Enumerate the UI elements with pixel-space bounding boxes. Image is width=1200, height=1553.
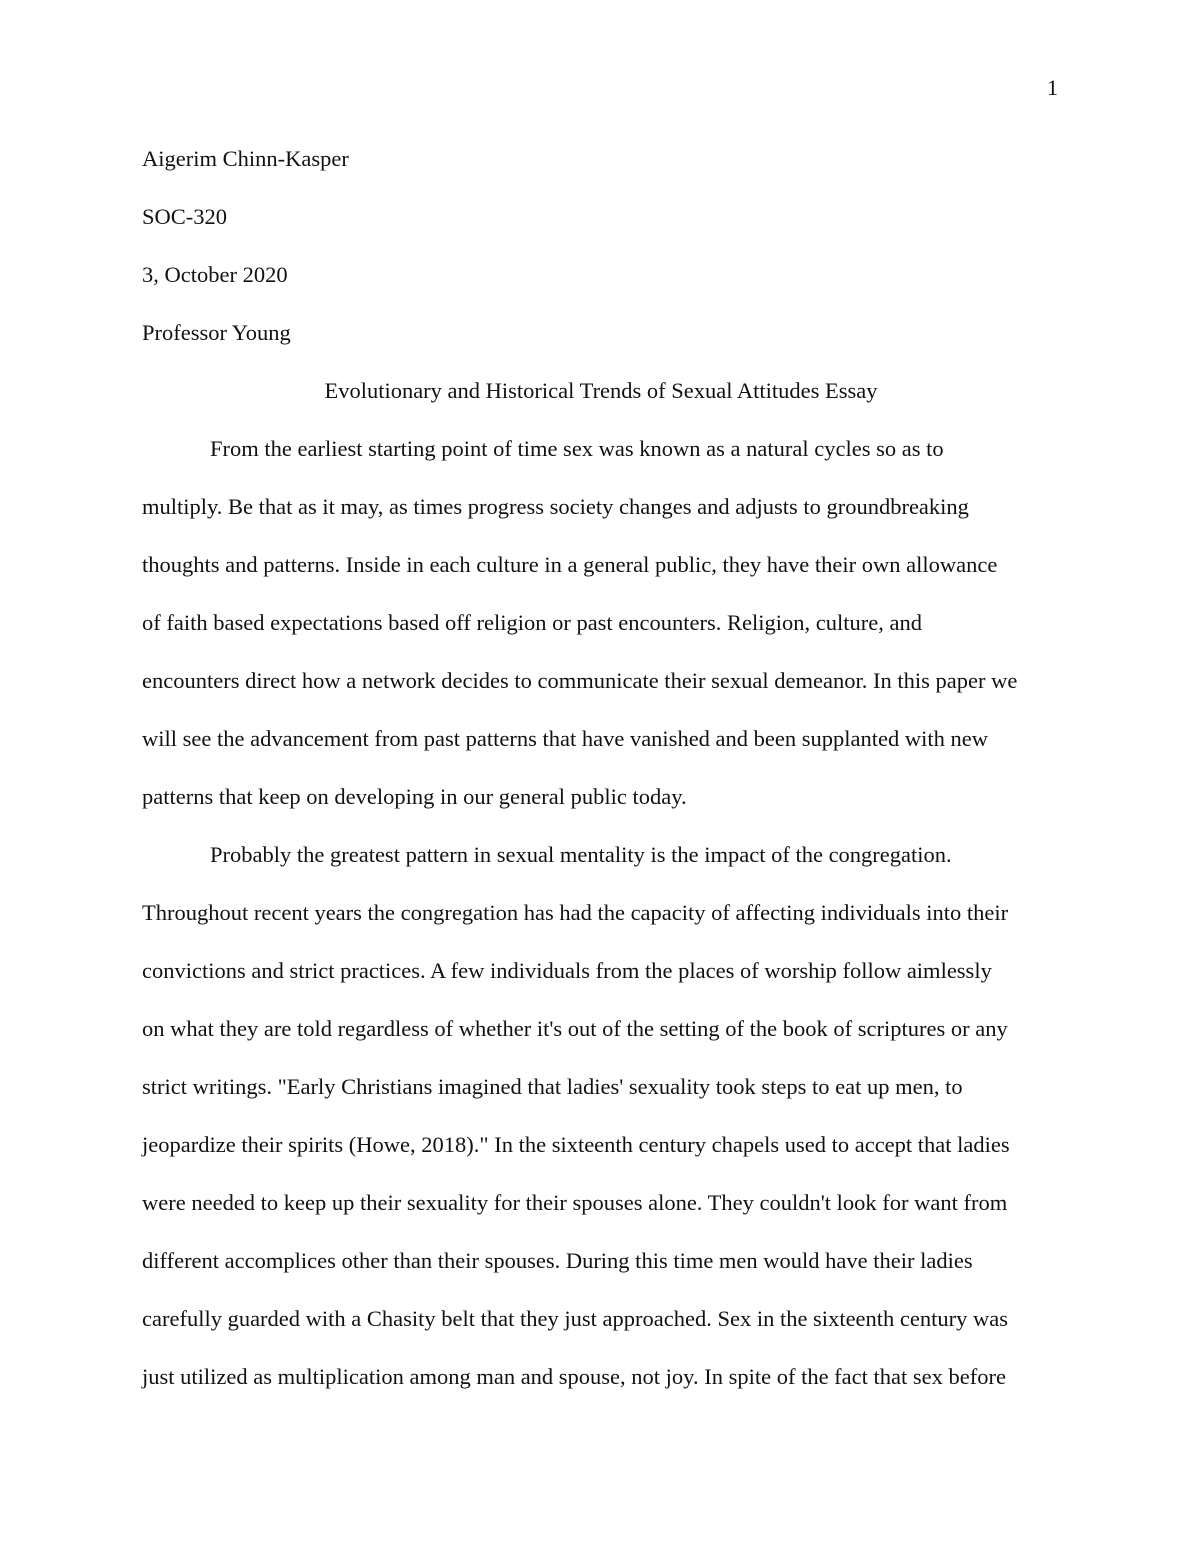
paragraph-2 [142, 836, 1060, 1416]
paragraph-line: patterns that keep on developing in our general public today. [142, 784, 687, 809]
paragraph-line: multiply. Be that as it may, as times progress society changes and adjusts to groundbreaking [142, 494, 969, 519]
paragraph-line: were needed to keep up their sexuality for their spouses alone. They couldn't look for want from [142, 1190, 1008, 1215]
paragraph-1 [142, 430, 1060, 836]
document-body [142, 140, 1060, 1416]
course-code: SOC-320 [142, 204, 228, 229]
paragraph-line: of faith based expectations based off religion or past encounters. Religion, culture, and [142, 610, 922, 635]
paragraph-line: different accomplices other than their spouses. During this time men would have their ladies [142, 1248, 973, 1273]
paragraph-line: thoughts and patterns. Inside in each culture in a general public, they have their own allowance [142, 552, 998, 577]
page-number: 1 [1047, 75, 1058, 100]
paragraph-line: convictions and strict practices. A few individuals from the places of worship follow aimlessly [142, 958, 992, 983]
paragraph-line: encounters direct how a network decides to communicate their sexual demeanor. In this paper we [142, 668, 1018, 693]
professor-name: Professor Young [142, 320, 291, 345]
paragraph-line: From the earliest starting point of time sex was known as a natural cycles so as to [210, 436, 944, 461]
paragraph-line: Throughout recent years the congregation has had the capacity of affecting individuals into their [142, 900, 1009, 925]
paragraph-line: on what they are told regardless of whether it's out of the setting of the book of scriptures or any [142, 1016, 1008, 1041]
paragraph-line: strict writings. "Early Christians imagined that ladies' sexuality took steps to eat up men, to [142, 1074, 963, 1099]
document-date: 3, October 2020 [142, 262, 288, 287]
author-name: Aigerim Chinn-Kasper [142, 146, 349, 171]
paragraph-line: will see the advancement from past patterns that have vanished and been supplanted with new [142, 726, 988, 751]
paragraph-line: just utilized as multiplication among man and spouse, not joy. In spite of the fact that sex before [142, 1364, 1006, 1389]
paragraph-line: Probably the greatest pattern in sexual mentality is the impact of the congregation. [210, 842, 952, 867]
essay-title: Evolutionary and Historical Trends of Sexual Attitudes Essay [324, 378, 878, 403]
paragraph-line: carefully guarded with a Chasity belt that they just approached. Sex in the sixteenth century was [142, 1306, 1008, 1331]
paragraph-line: jeopardize their spirits (Howe, 2018)." In the sixteenth century chapels used to accept that ladies [142, 1132, 1010, 1157]
